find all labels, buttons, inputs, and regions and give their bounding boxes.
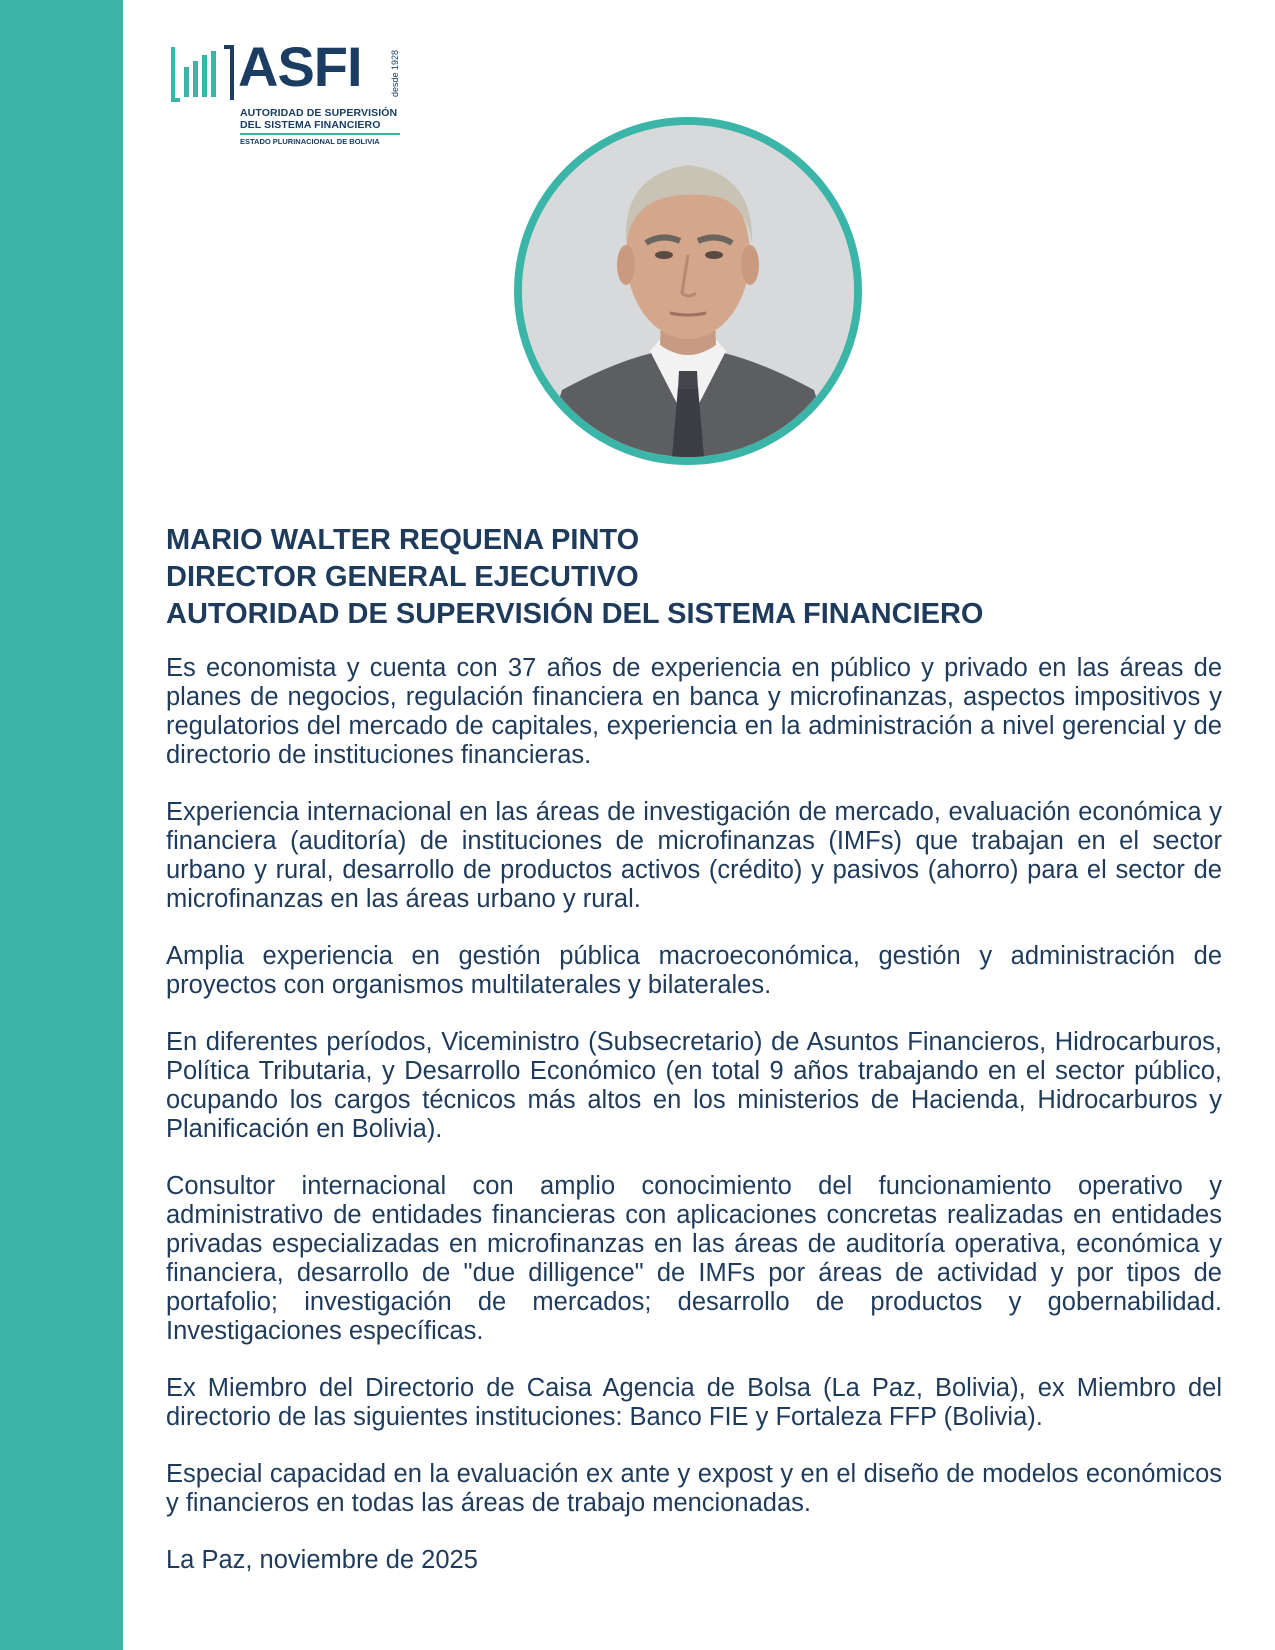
bio-paragraph: Especial capacidad en la evaluación ex ante y expost y en el diseño de modelos económicos y financieros en todas las áreas de trabajo mencionadas. [166, 1460, 1222, 1517]
asfi-logo [170, 35, 410, 155]
bio-paragraph: Es economista y cuenta con 37 años de experiencia en público y privado en las áreas de planes de negocios, regulación financiera en banca y microfinanzas, aspectos impositivos y regulatorios del mercado de capitales, experiencia en la administración a nivel gerencial y de directorio de instituciones financieras. [166, 654, 1222, 769]
logo-since: desde 1928 [390, 49, 400, 97]
portrait-photo [514, 117, 862, 465]
person-institution: AUTORIDAD DE SUPERVISIÓN DEL SISTEMA FINANCIERO [166, 598, 984, 630]
bio-paragraph: Amplia experiencia en gestión pública macroeconómica, gestión y administración de proyectos con organismos multilaterales y bilaterales. [166, 942, 1222, 999]
logo-org-line2: DEL SISTEMA FINANCIERO [240, 119, 381, 131]
side-accent-band [0, 0, 123, 1650]
bio-body [166, 654, 1222, 1603]
logo-divider [240, 133, 400, 135]
bio-heading [166, 522, 1226, 633]
place-date: La Paz, noviembre de 2025 [166, 1546, 478, 1574]
person-name: MARIO WALTER REQUENA PINTO [166, 524, 640, 556]
person-position: DIRECTOR GENERAL EJECUTIVO [166, 561, 639, 593]
bio-paragraph: Experiencia internacional en las áreas de investigación de mercado, evaluación económica y financiera (auditoría) de instituciones de microfinanzas (IMFs) que trabajan en el sector urbano y rural, desarrollo de productos activos (crédito) y pasivos (ahorro) para el sector de microfinanzas en las áreas urbano y rural. [166, 798, 1222, 913]
bio-paragraph: En diferentes períodos, Viceministro (Subsecretario) de Asuntos Financieros, Hidrocarburos, Política Tributaria, y Desarrollo Económico (en total 9 años trabajando en el sector público, ocupando los cargos técnicos más altos en los ministerios de Hacienda, Hidrocarburos y Planificación en Bolivia). [166, 1028, 1222, 1143]
logo-org-line1: AUTORIDAD DE SUPERVISIÓN [240, 107, 398, 119]
bio-paragraph: Ex Miembro del Directorio de Caisa Agencia de Bolsa (La Paz, Bolivia), ex Miembro del directorio de las siguientes instituciones: Banco FIE y Fortaleza FFP (Bolivia). [166, 1374, 1222, 1431]
logo-state: ESTADO PLURINACIONAL DE BOLIVIA [240, 137, 380, 146]
bio-paragraph: Consultor internacional con amplio conocimiento del funcionamiento operativo y administrativo de entidades financieras con aplicaciones concretas realizadas en entidades privadas especializadas en microfinanzas en las áreas de auditoría operativa, económica y financiera, desarrollo de "due dilligence" de IMFs por áreas de actividad y por tipos de portafolio; investigación de mercados; desarrollo de productos y gobernabilidad. Investigaciones específicas. [166, 1172, 1222, 1345]
person-portrait-image [522, 125, 854, 457]
bar-chart-logo-icon [170, 45, 236, 105]
logo-acronym: ASFI [238, 35, 362, 98]
